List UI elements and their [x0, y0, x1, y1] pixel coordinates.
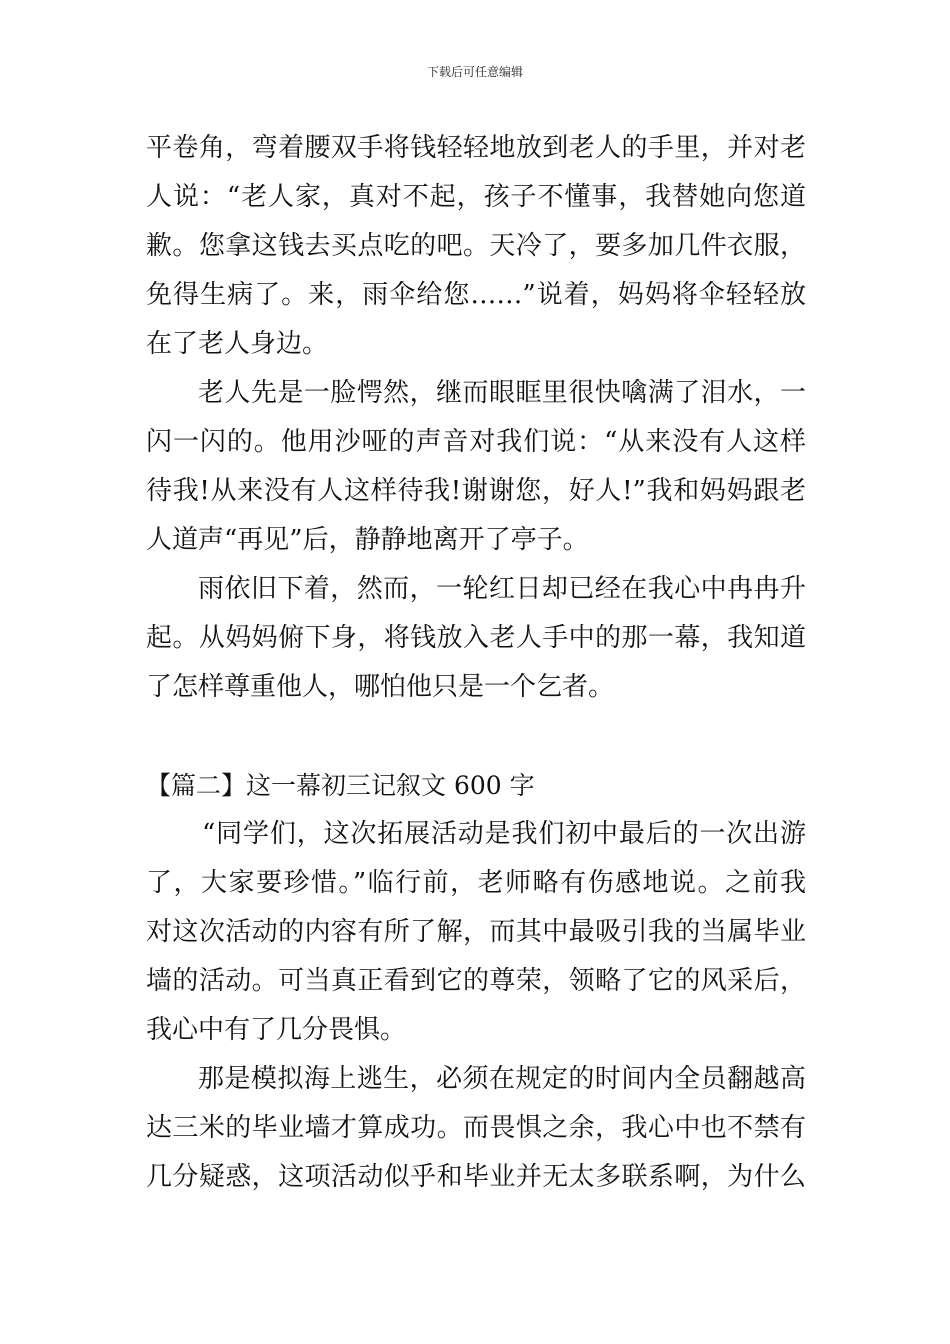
text-line: 几分疑惑，这项活动似乎和毕业并无太多联系啊，为什么: [146, 1162, 806, 1192]
text-line: 我心中有了几分畏惧。: [146, 1015, 407, 1045]
paragraph: [146, 565, 806, 712]
text-line: 平卷角，弯着腰双手将钱轻轻地放到老人的手里，并对老: [146, 133, 806, 163]
text-line: 起。从妈妈俯下身，将钱放入老人手中的那一幕，我知道: [146, 623, 806, 653]
paragraph: [146, 124, 806, 369]
text-line: 对这次活动的内容有所了解，而其中最吸引我的当属毕业: [146, 917, 806, 947]
text-line: 墙的活动。可当真正看到它的尊荣，领略了它的风采后，: [146, 966, 806, 996]
text-line: 老人先是一脸愕然，继而眼眶里很快噙满了泪水，一: [198, 378, 806, 408]
text-line: 歉。您拿这钱去买点吃的吧。天冷了，要多加几件衣服，: [146, 231, 806, 261]
document-body: [146, 124, 806, 1202]
text-line: 了怎样尊重他人，哪怕他只是一个乞者。: [146, 672, 615, 702]
text-line: 人道声“再见”后，静静地离开了亭子。: [146, 525, 589, 555]
paragraph: [146, 369, 806, 565]
text-line: 待我!从来没有人这样待我!谢谢您，好人!”我和妈妈跟老: [146, 476, 806, 506]
text-line: 在了老人身边。: [146, 329, 329, 359]
text-line: 达三米的毕业墙才算成功。而畏惧之余，我心中也不禁有: [146, 1113, 806, 1143]
spacer: [146, 712, 806, 761]
text-line: 免得生病了。来，雨伞给您……”说着，妈妈将伞轻轻放: [146, 280, 806, 310]
text-line: 闪一闪的。他用沙哑的声音对我们说：“从来没有人这样: [146, 427, 806, 457]
page-header: 下载后可任意编辑: [426, 65, 523, 79]
text-line: 雨依旧下着，然而，一轮红日却已经在我心中冉冉升: [198, 574, 806, 604]
text-line: 那是模拟海上逃生，必须在规定的时间内全员翻越高: [198, 1064, 806, 1094]
paragraph: [146, 810, 806, 1055]
text-line: 人说：“老人家，真对不起，孩子不懂事，我替她向您道: [146, 182, 806, 212]
text-line: 了，大家要珍惜。”临行前，老师略有伤感地说。之前我: [146, 868, 806, 898]
paragraph: [146, 1055, 806, 1202]
text-line: “同学们，这次拓展活动是我们初中最后的一次出游: [202, 819, 806, 849]
section-title: 【篇二】这一幕初三记叙文 600 字: [146, 771, 535, 800]
